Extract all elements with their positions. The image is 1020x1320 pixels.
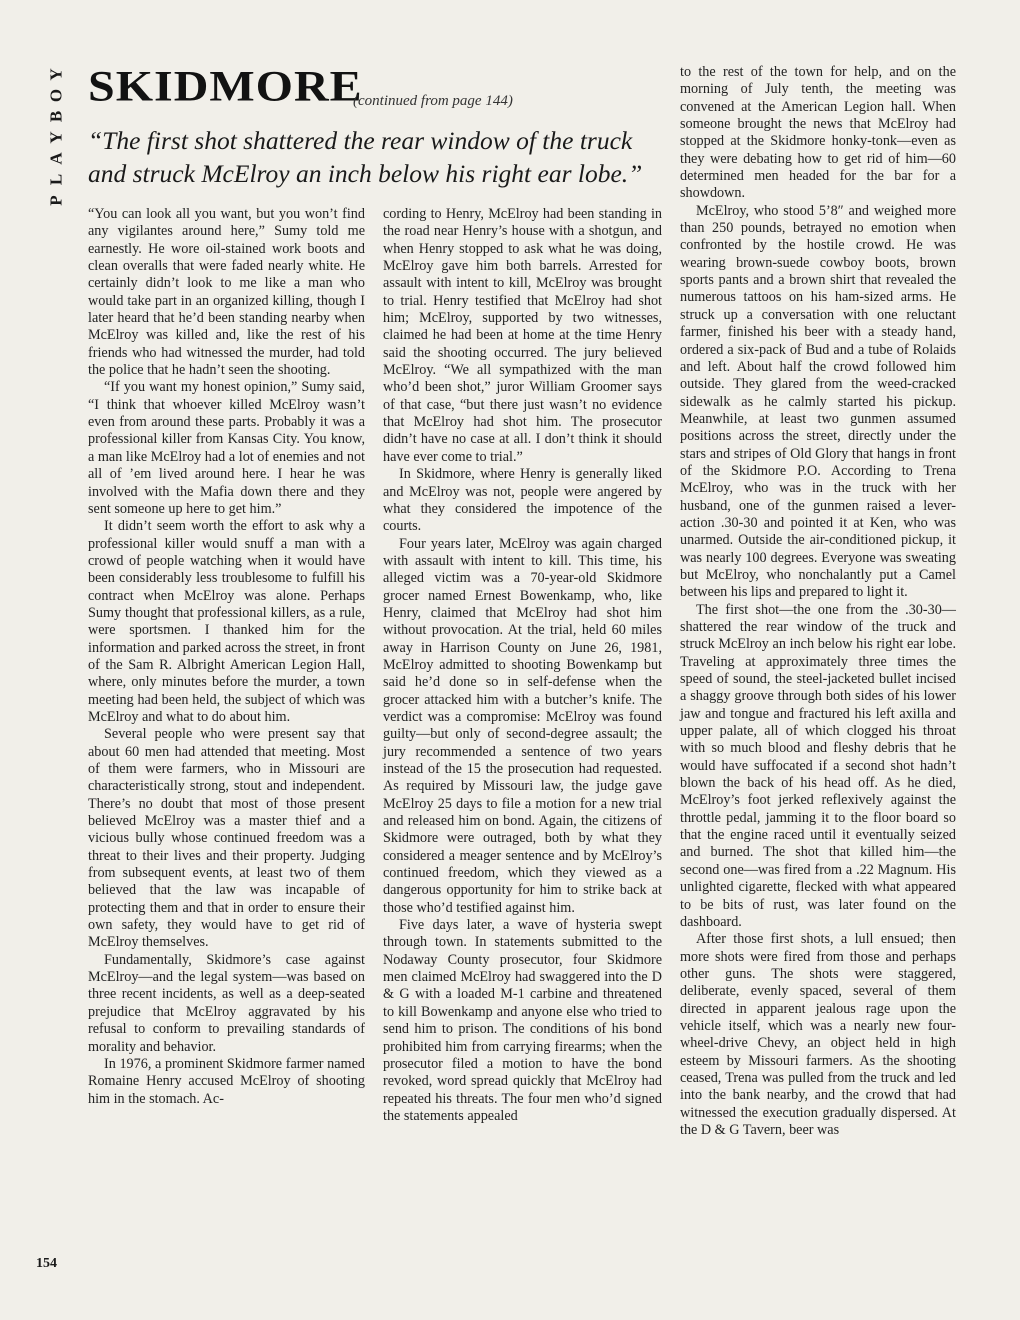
text-column-3 bbox=[680, 64, 956, 1139]
paragraph: cording to Henry, McElroy had been standing in the road near Henry’s house with a shotgun, and when Henry stopped to ask what he was doing, McElroy gave him both barrels. Arrested for assault with intent to kill, McElroy was brought to trial. Henry testified that McElroy had shot him; McElroy, supported by two witnesses, claimed he had been at home at the time Henry said the shooting occurred. The jury believed McElroy. “We all sympathized with the man who’d been shot,” juror William Groomer says of that case, “but there just wasn’t no evidence that McElroy had shot him. The prosecutor didn’t have no case at all. I don’t think it should have ever come to trial.” bbox=[383, 206, 662, 465]
paragraph: In Skidmore, where Henry is generally liked and McElroy was not, people were angered by what they considered the impotence of the courts. bbox=[383, 466, 662, 535]
paragraph: “You can look all you want, but you won’t find any vigilantes around here,” Sumy told me earnestly. He wore oil-stained work boots and clean overalls that were faded nearly white. He certainly didn’t look to me like a man who would take part in an organized killing, though I later heard that he’d been standing nearby when McElroy was killed and, like the rest of his friends who had witnessed the murder, had told the police that he hadn’t seen the shooting. bbox=[88, 206, 365, 379]
magazine-name-letter: B bbox=[46, 110, 66, 123]
magazine-name-letter: L bbox=[46, 173, 66, 186]
paragraph: to the rest of the town for help, and on the morning of July tenth, the meeting was convened at the American Legion hall. When someone brought the news that McElroy had stopped at the Skidmore honky-tonk—even as they were debating how to get rid of him—60 determined men headed for the bar for a showdown. bbox=[680, 64, 956, 202]
paragraph: McElroy, who stood 5’8″ and weighed more than 250 pounds, betrayed no emotion when confronted by the hostile crowd. He was wearing brown-suede cowboy boots, brown sports pants and a brown shirt that revealed the numerous tattoos on his ham-sized arms. He struck up a conversation with one reluctant farmer, finished his beer with a steady hand, ordered a six-pack of Bud and a tube of Rolaids and left. About half the crowd followed him outside. They glared from the weed-cracked sidewalk as he calmly started his pickup. Meanwhile, at least two gunmen assumed positions across the street, directly under the stars and stripes of Old Glory that hangs in front of the Skidmore P.O. According to Trena McElroy, who was in the truck with her husband, one of the gunmen raised a lever-action .30-30 and pointed it at Ken, who was unarmed. Outside the air-conditioned pickup, it was nearly 100 degrees. Everyone was sweating but McElroy, who nonchalantly put a Camel between his lips and prepared to light it. bbox=[680, 202, 956, 601]
paragraph: Five days later, a wave of hysteria swept through town. In statements submitted to the Nodaway County prosecutor, four Skidmore men claimed McElroy had swaggered into the D & G with a loaded M-1 carbine and threatened to kill Bowenkamp and anyone else who tried to send him to prison. The conditions of his bond prohibited him from carrying firearms; when the prosecutor filed a motion to have the bond revoked, word spread quickly that McElroy had repeated his threats. The four men who’d signed the statements appealed bbox=[383, 917, 662, 1124]
magazine-name-vertical bbox=[44, 64, 68, 211]
continuation-note: (continued from page 144) bbox=[353, 93, 513, 109]
paragraph: The first shot—the one from the .30-30—shattered the rear window of the truck and struck McElroy an inch below his right ear lobe. Traveling at approximately three times the speed of sound, the steel-jacketed bullet incised a shaggy groove through both sides of his lower jaw and tongue and fractured his left axilla and upper palate, all of which clogged his throat with so much blood and fleshy debris that he would have suffocated if a second shot hadn’t blown the back of his head off. As he died, McElroy’s foot jerked reflexively against the throttle pedal, jamming it to the floor board so that the engine raced until it eventually seized and burned. The shot that killed him—the second one—was fired from a .22 Magnum. His unlighted cigarette, flecked with what appeared to be bits of rust, was later found on the dashboard. bbox=[680, 601, 956, 930]
magazine-name-letter: Y bbox=[46, 68, 66, 81]
text-column-1 bbox=[88, 206, 365, 1108]
page-number: 154 bbox=[36, 1256, 57, 1271]
magazine-name-letter: Y bbox=[46, 131, 66, 144]
magazine-name-letter: O bbox=[46, 88, 66, 103]
paragraph: Four years later, McElroy was again charged with assault with intent to kill. This time, his alleged victim was a 70-year-old Skidmore grocer named Ernest Bowenkamp, who, like Henry, claimed that McElroy had shot him without provocation. At the trial, held 60 miles away in Harrison County on June 26, 1981, McElroy admitted to shooting Bowenkamp but said he’d done so in self-defense when the grocer attacked him with a butcher’s knife. The verdict was a compromise: McElroy was found guilty—but only of second-degree assault; the jury recommended a sentence of two years instead of the 15 the prosecution had requested. As required by Missouri law, the judge gave McElroy 25 days to file a motion for a new trial and released him on bond. Again, the citizens of Skidmore were outraged, both by what they considered a meager sentence and by McElroy’s continued freedom, which they viewed as a dangerous opportunity for him to strike back at those who’d testified against him. bbox=[383, 535, 662, 916]
magazine-name-letter: A bbox=[46, 152, 66, 165]
paragraph: “If you want my honest opinion,” Sumy said, “I think that whoever killed McElroy wasn’t even from around these parts. Probably it was a professional killer from Kansas City. You know, a man like McElroy had a lot of enemies and not all of ’em lived around here. I hear he was involved with the Mafia down there and they sent someone up here to get him.” bbox=[88, 379, 365, 517]
paragraph: It didn’t seem worth the effort to ask why a professional killer would snuff a man with a crowd of people watching when it would have been considerably less troublesome to fulfill his contract when McElroy was alone. Perhaps Sumy thought that professional killers, as a rule, were sportsmen. I thanked him for the information and parked across the street, in front of the Sam R. Albright American Legion Hall, where, only minutes before the murder, a town meeting had been held, the subject of which was McElroy and what to do about him. bbox=[88, 518, 365, 725]
text-column-2 bbox=[383, 206, 662, 1125]
magazine-name-letter: P bbox=[46, 195, 66, 206]
paragraph: In 1976, a prominent Skidmore farmer named Romaine Henry accused McElroy of shooting him in the stomach. Ac- bbox=[88, 1055, 365, 1107]
pull-quote: “The first shot shattered the rear window of the truck and struck McElroy an inch below his right ear lobe.” bbox=[88, 126, 643, 188]
paragraph: After those first shots, a lull ensued; then more shots were fired from those and perhaps other guns. The shots were staggered, deliberate, evenly spaced, several of them directed in apparent jealous rage upon the vehicle itself, which was a nearly new four-wheel-drive Chevy, an object held in high esteem by Missouri farmers. As the shooting ceased, Trena was pulled from the truck and led into the bank nearby, and the crowd that had witnessed the execution gradually dispersed. At the D & G Tavern, beer was bbox=[680, 931, 956, 1138]
article-title: SKIDMORE bbox=[88, 62, 363, 111]
paragraph: Fundamentally, Skidmore’s case against McElroy—and the legal system—was based on three recent incidents, as well as a deep-seated prejudice that McElroy aggravated by his refusal to conform to prevailing standards of morality and behavior. bbox=[88, 951, 365, 1055]
paragraph: Several people who were present say that about 60 men had attended that meeting. Most of them were farmers, who in Missouri are characteristically strong, stout and independent. There’s no doubt that most of those present believed McElroy was a master thief and a vicious bully whose continued freedom was a threat to their lives and their property. Judging from subsequent events, at least two of them believed that the law was incapable of protecting them and that in order to ensure their own safety, they would have to get rid of McElroy themselves. bbox=[88, 726, 365, 951]
